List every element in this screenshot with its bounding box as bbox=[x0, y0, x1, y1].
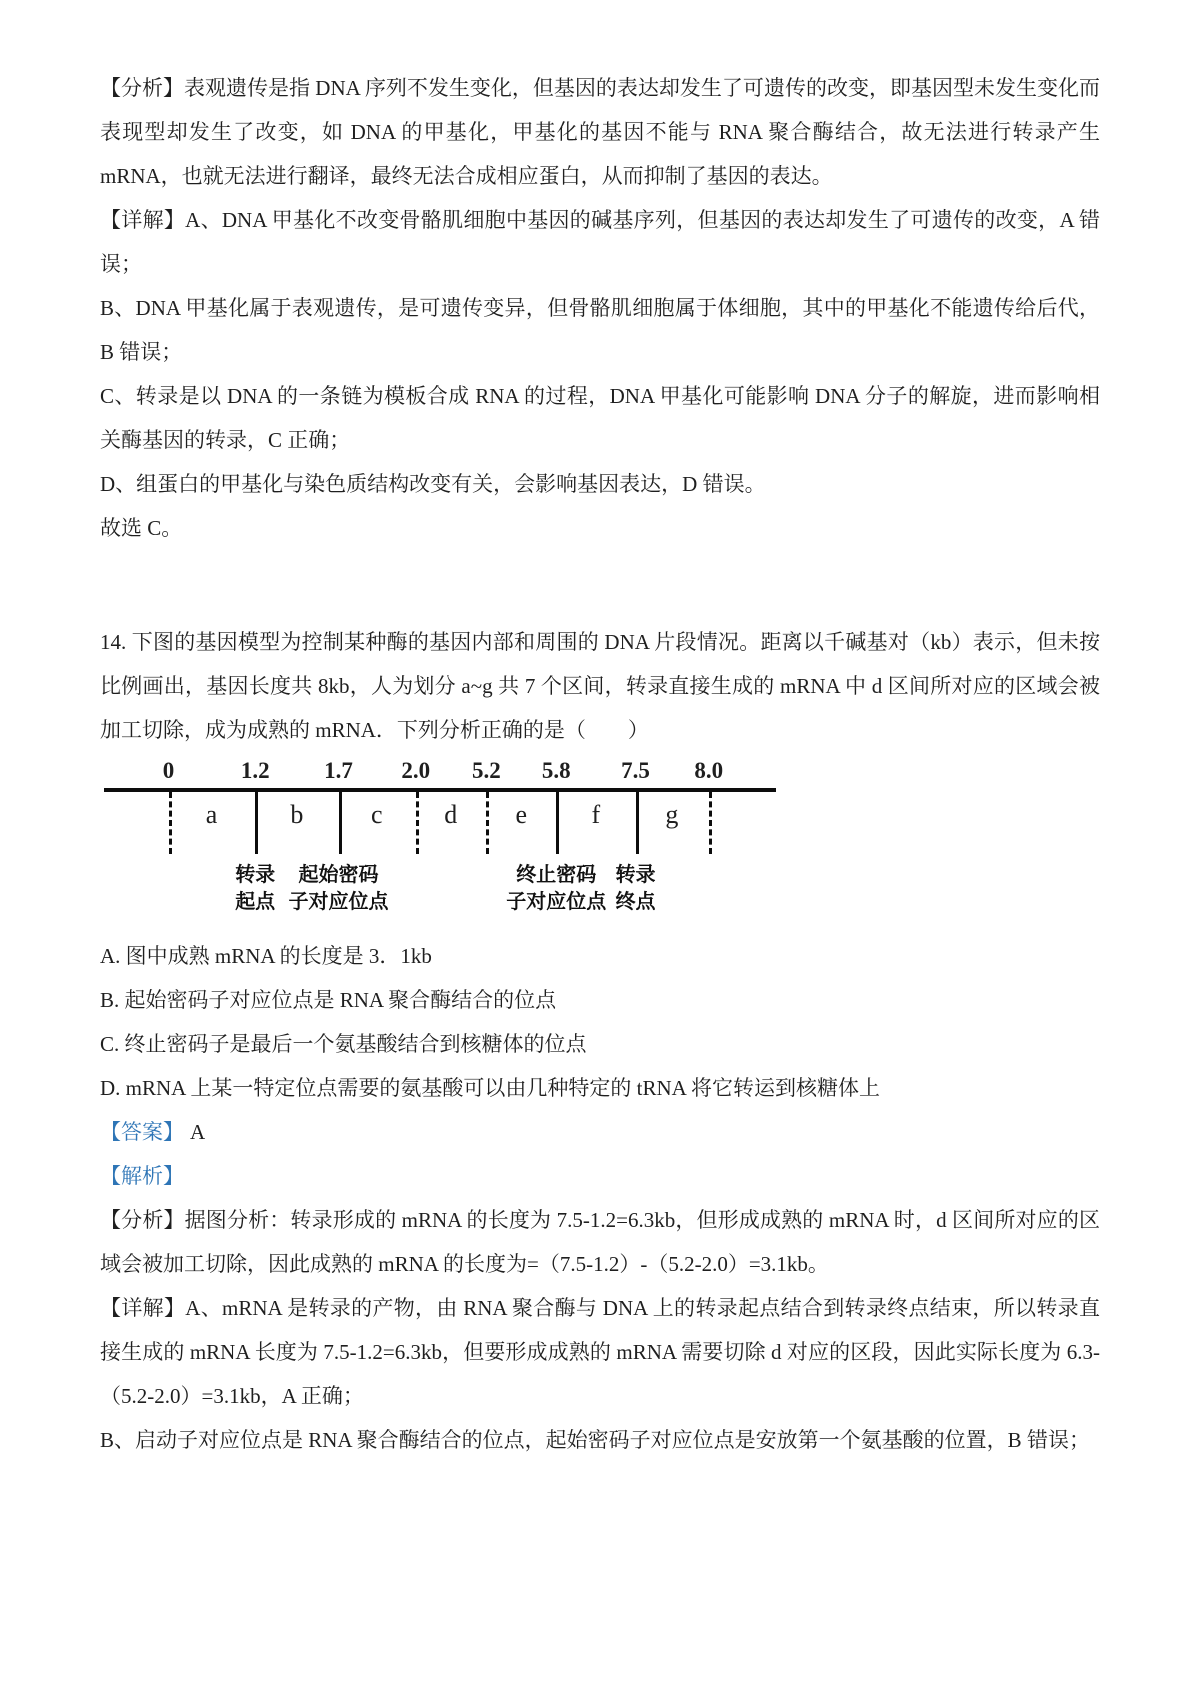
region-letter-e: e bbox=[515, 800, 528, 829]
annotation-起始密码子对应位点: 起始密码 子对应位点 bbox=[288, 864, 389, 913]
region-letter-a: a bbox=[205, 800, 218, 829]
exam-page bbox=[100, 66, 1100, 1462]
detail-paragraph-q13-b: B、DNA 甲基化属于表观遗传，是可遗传变异，但骨骼肌细胞属于体细胞，其中的甲基化不能遗传给后代，B 错误； bbox=[100, 296, 1100, 364]
divider-solid-1.2 bbox=[255, 792, 258, 854]
divider-dashed-0 bbox=[169, 792, 172, 854]
analysis-paragraph-q13: 【分析】表观遗传是指 DNA 序列不发生变化，但基因的表达却发生了可遗传的改变，即基因型未发生变化而表现型却发生了改变，如 DNA 的甲基化，甲基化的基因不能与 RNA 聚合酶结合，故无法进行转录产生 mRNA，也就无法进行翻译，最终无法合成相应蛋白，从而抑制了基因的表达。 bbox=[100, 76, 1100, 188]
dna-axis-line bbox=[104, 788, 776, 792]
region-letter-b: b bbox=[290, 800, 304, 829]
detail-paragraph-q13-d: D、组蛋白的甲基化与染色质结构改变有关，会影响基因表达，D 错误。 bbox=[100, 472, 766, 496]
divider-solid-1.7 bbox=[339, 792, 342, 854]
answer-value: A bbox=[190, 1120, 206, 1144]
annotation-转录起点: 转录 起点 bbox=[235, 864, 276, 913]
option-d: D. mRNA 上某一特定位点需要的氨基酸可以由几种特定的 tRNA 将它转运到核糖体上 bbox=[100, 1076, 880, 1100]
option-a: A. 图中成熟 mRNA 的长度是 3．1kb bbox=[100, 944, 432, 968]
analysis-header-label: 【解析】 bbox=[100, 1164, 184, 1188]
answer-line bbox=[100, 1110, 1100, 1154]
region-letter-c: c bbox=[371, 800, 383, 829]
tick-label-1.2: 1.2 bbox=[240, 758, 270, 783]
tick-label-1.7: 1.7 bbox=[324, 758, 353, 783]
region-letter-g: g bbox=[665, 800, 679, 829]
question14-stem: 14. 下图的基因模型为控制某种酶的基因内部和周围的 DNA 片段情况。距离以千碱基对（kb）表示，但未按比例画出，基因长度共 8kb，人为划分 a~g 共 7 个区间，转录直接生成的 mRNA 中 d 区间所对应的区域会被加工切除，成为成熟的 mRNA．下列分析正确的是（ ） bbox=[100, 630, 1100, 742]
detail-paragraph-q14-b: B、启动子对应位点是 RNA 聚合酶结合的位点，起始密码子对应位点是安放第一个氨基酸的位置，B 错误； bbox=[100, 1428, 1090, 1452]
annotation-转录终点: 转录 终点 bbox=[615, 864, 656, 913]
region-letter-f: f bbox=[591, 800, 601, 829]
answer-label: 【答案】 bbox=[100, 1120, 184, 1144]
analysis-header-line bbox=[100, 1154, 1100, 1198]
region-letter-d: d bbox=[444, 800, 458, 829]
section-gap bbox=[100, 550, 1100, 620]
divider-dashed-8.0 bbox=[709, 792, 712, 854]
option-b: B. 起始密码子对应位点是 RNA 聚合酶结合的位点 bbox=[100, 988, 557, 1012]
divider-solid-7.5 bbox=[636, 792, 639, 854]
detail-paragraph-q13-c: C、转录是以 DNA 的一条链为模板合成 RNA 的过程，DNA 甲基化可能影响 DNA 分子的解旋，进而影响相关酶基因的转录，C 正确； bbox=[100, 384, 1100, 452]
tick-label-5.2: 5.2 bbox=[471, 758, 501, 783]
detail-paragraph-q14-a: 【详解】A、mRNA 是转录的产物，由 RNA 聚合酶与 DNA 上的转录起点结合到转录终点结束，所以转录直接生成的 mRNA 长度为 7.5-1.2=6.3kb，但要形成成熟的 mRNA 需要切除 d 对应的区段，因此实际长度为 6.3-（5.2-2.0）=3.1kb，A 正确； bbox=[100, 1296, 1100, 1408]
tick-label-0: 0 bbox=[162, 758, 175, 783]
gene-model-diagram bbox=[104, 758, 776, 926]
divider-dashed-2.0 bbox=[416, 792, 419, 854]
divider-solid-5.8 bbox=[556, 792, 559, 854]
analysis-paragraph-q14: 【分析】据图分析：转录形成的 mRNA 的长度为 7.5-1.2=6.3kb，但形成成熟的 mRNA 时，d 区间所对应的区域会被加工切除，因此成熟的 mRNA 的长度为=（7.5-1.2）-（5.2-2.0）=3.1kb。 bbox=[100, 1208, 1100, 1276]
divider-dashed-5.2 bbox=[486, 792, 489, 854]
detail-paragraph-q13-a: 【详解】A、DNA 甲基化不改变骨骼肌细胞中基因的碱基序列，但基因的表达却发生了可遗传的改变，A 错误； bbox=[100, 208, 1100, 276]
option-c: C. 终止密码子是最后一个氨基酸结合到核糖体的位点 bbox=[100, 1032, 587, 1056]
tick-label-5.8: 5.8 bbox=[541, 758, 571, 783]
tick-label-2.0: 2.0 bbox=[401, 758, 431, 783]
tick-label-8.0: 8.0 bbox=[694, 758, 724, 783]
annotation-终止密码子对应位点: 终止密码 子对应位点 bbox=[506, 864, 607, 913]
tick-label-7.5: 7.5 bbox=[621, 758, 650, 783]
conclusion-q13: 故选 C。 bbox=[100, 516, 183, 540]
